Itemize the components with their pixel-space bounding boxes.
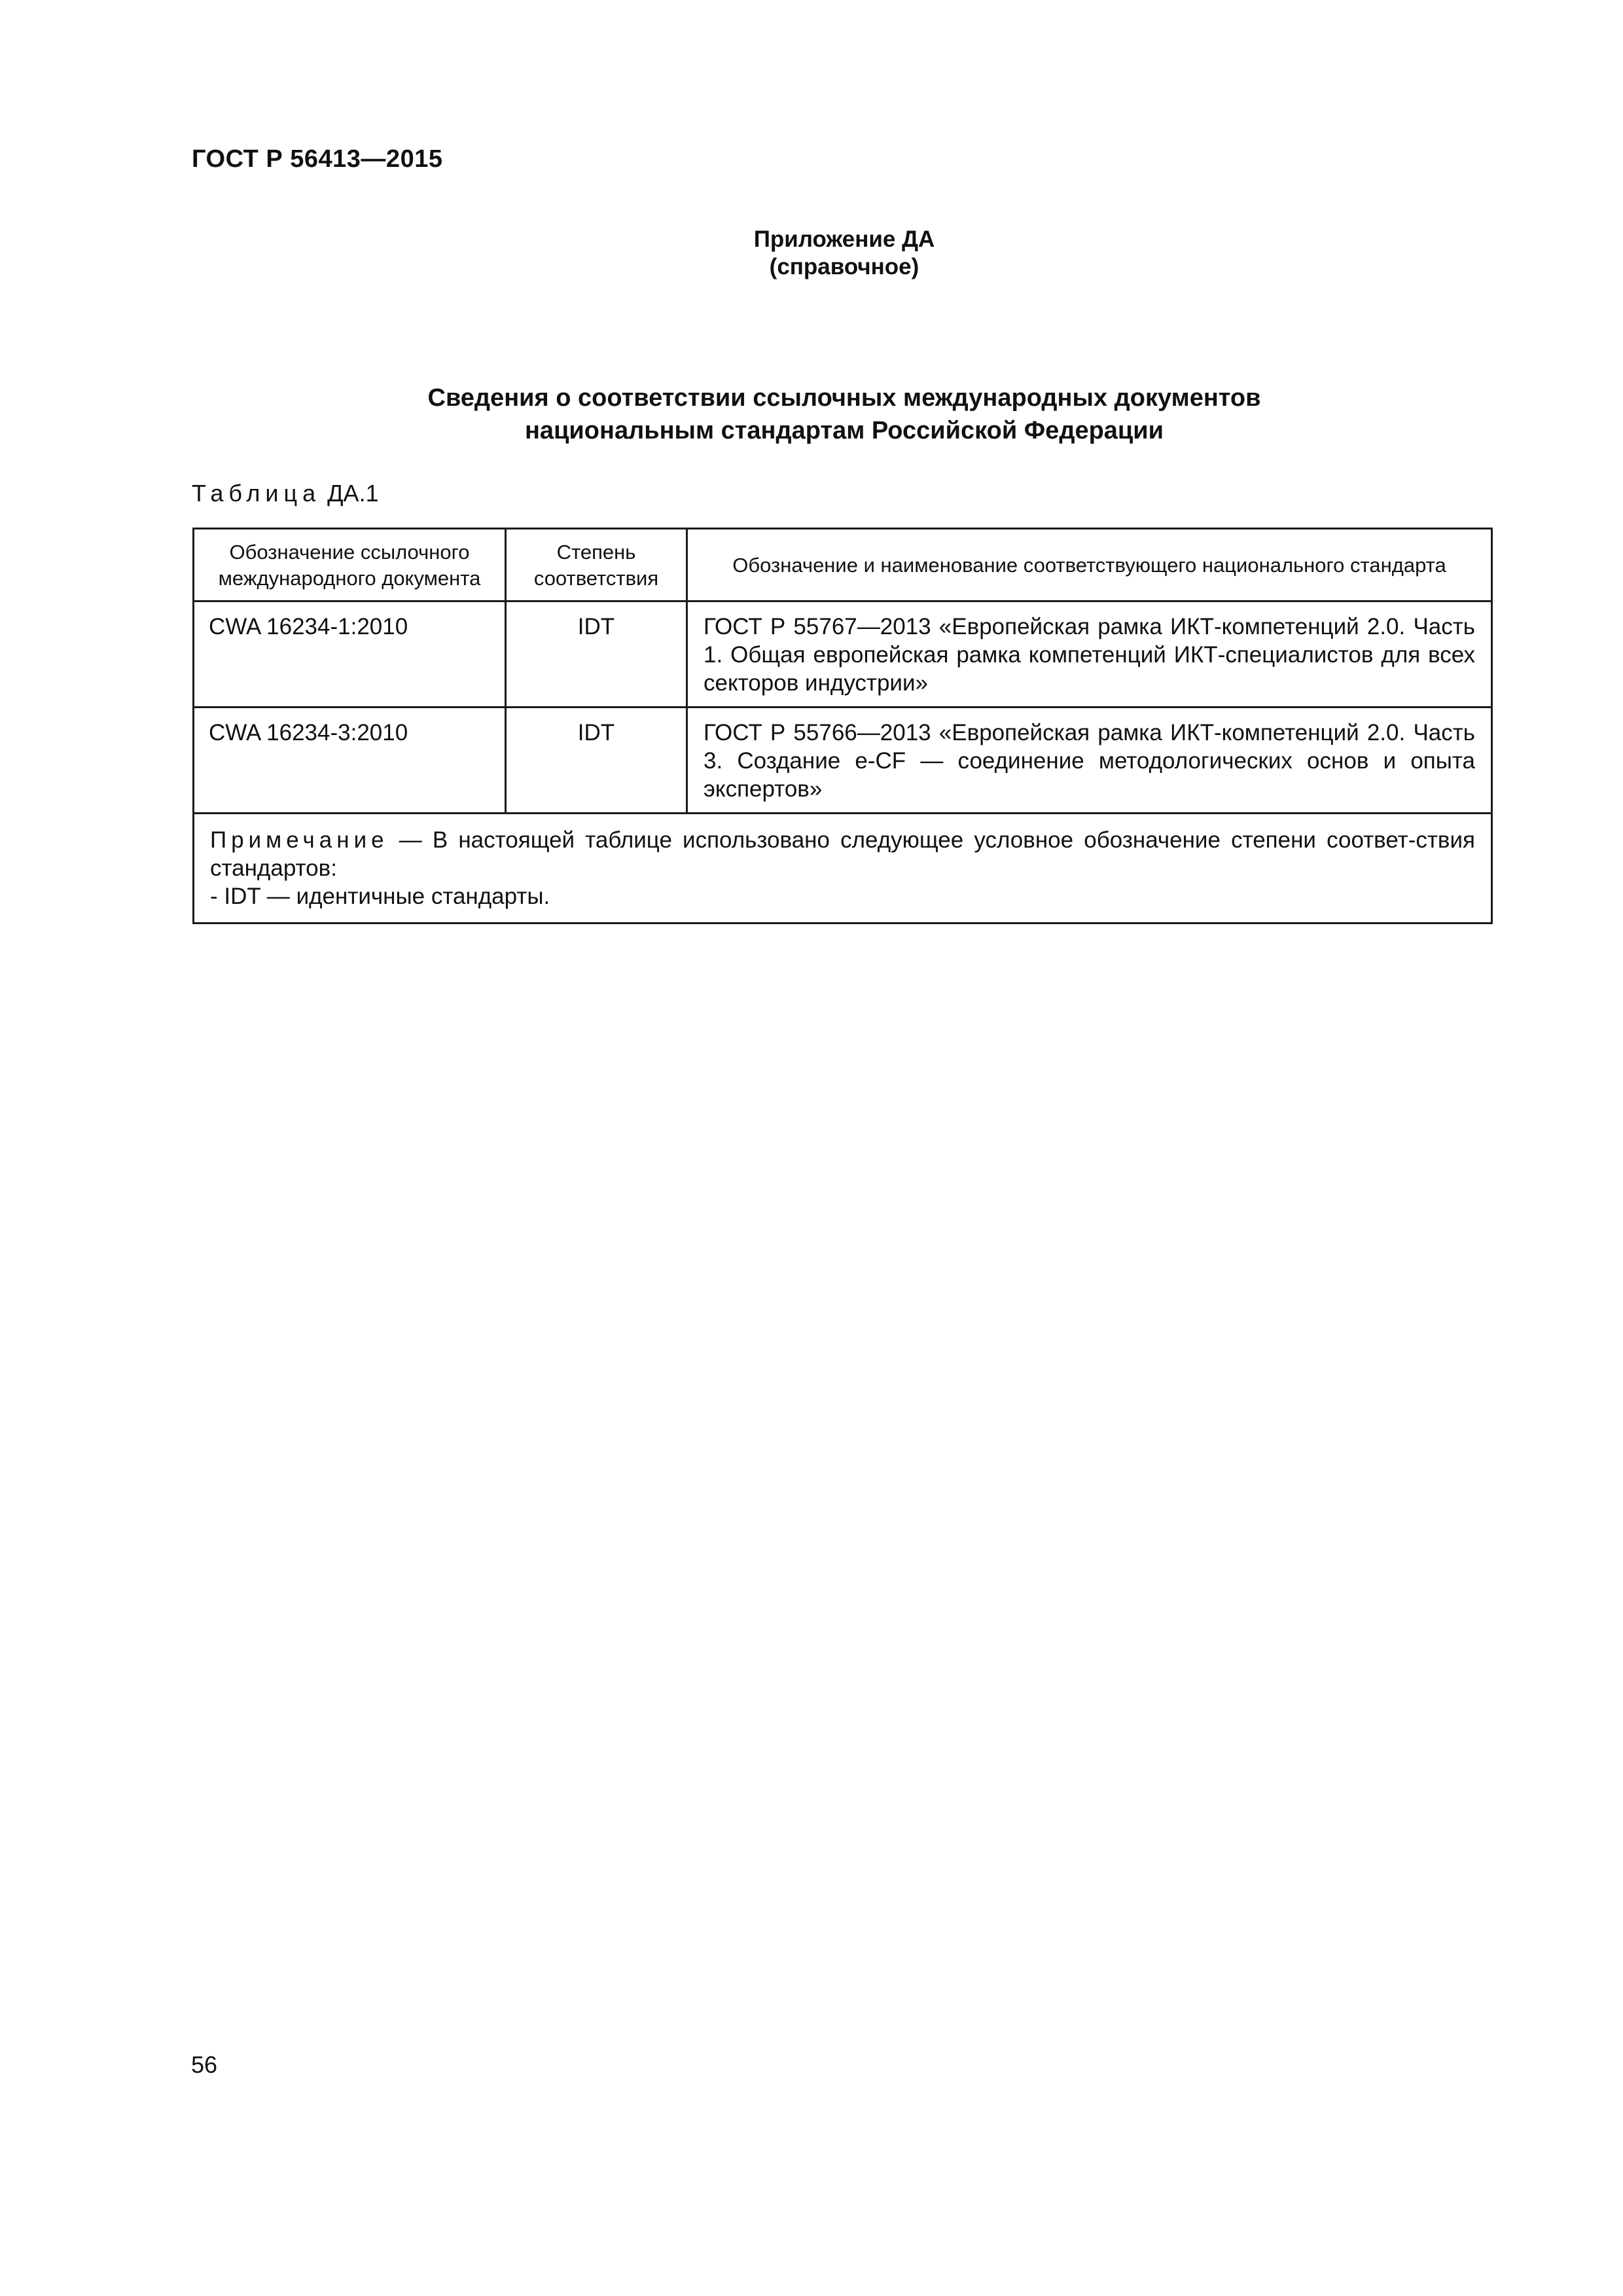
- appendix-title: Приложение ДА: [753, 226, 935, 252]
- table-note-row: [194, 814, 1492, 924]
- appendix-type: (справочное): [769, 254, 919, 279]
- national-standard-cell: ГОСТ Р 55767—2013 «Европейская рамка ИКТ-компетенций 2.0. Часть 1. Общая европейская рамка компетенций ИКТ-специалистов для всех секторов индустрии»: [687, 601, 1492, 708]
- reference-document-cell: CWA 16234-3:2010: [194, 708, 506, 814]
- column-header-national-standard: Обозначение и наименование соответствующего национального стандарта: [687, 529, 1492, 601]
- table-caption-number: ДА.1: [327, 480, 379, 507]
- document-code: ГОСТ Р 56413—2015: [192, 145, 443, 173]
- appendix-heading: [654, 226, 1034, 281]
- national-standard-cell: ГОСТ Р 55766—2013 «Европейская рамка ИКТ-компетенций 2.0. Часть 3. Создание e-CF — соединение методологических основ и опыта экспертов»: [687, 708, 1492, 814]
- section-title: [229, 382, 1459, 447]
- table-note-text: [210, 826, 1475, 882]
- section-title-line-2: национальным стандартам Российской Федерации: [524, 417, 1164, 444]
- column-header-degree: Степень соответствия: [506, 529, 687, 601]
- column-header-reference-document: Обозначение ссылочного международного документа: [194, 529, 506, 601]
- note-item: - IDT — идентичные стандарты.: [210, 884, 550, 909]
- table-caption: [192, 480, 379, 507]
- note-label: Примечание: [210, 827, 389, 853]
- page-number: 56: [191, 2051, 218, 2078]
- reference-document-cell: CWA 16234-1:2010: [194, 601, 506, 708]
- table-header-row: [194, 529, 1492, 601]
- note-body: — В настоящей таблице использовано следующее условное обозначение степени соответ-ствия стандартов:: [210, 827, 1475, 881]
- table-caption-label: Таблица: [192, 480, 321, 507]
- correspondence-table: [192, 528, 1493, 924]
- section-title-line-1: Сведения о соответствии ссылочных международных документов: [427, 384, 1261, 412]
- table-row: [194, 601, 1492, 708]
- table-note: [194, 814, 1492, 924]
- degree-cell: IDT: [506, 601, 687, 708]
- table-row: [194, 708, 1492, 814]
- degree-cell: IDT: [506, 708, 687, 814]
